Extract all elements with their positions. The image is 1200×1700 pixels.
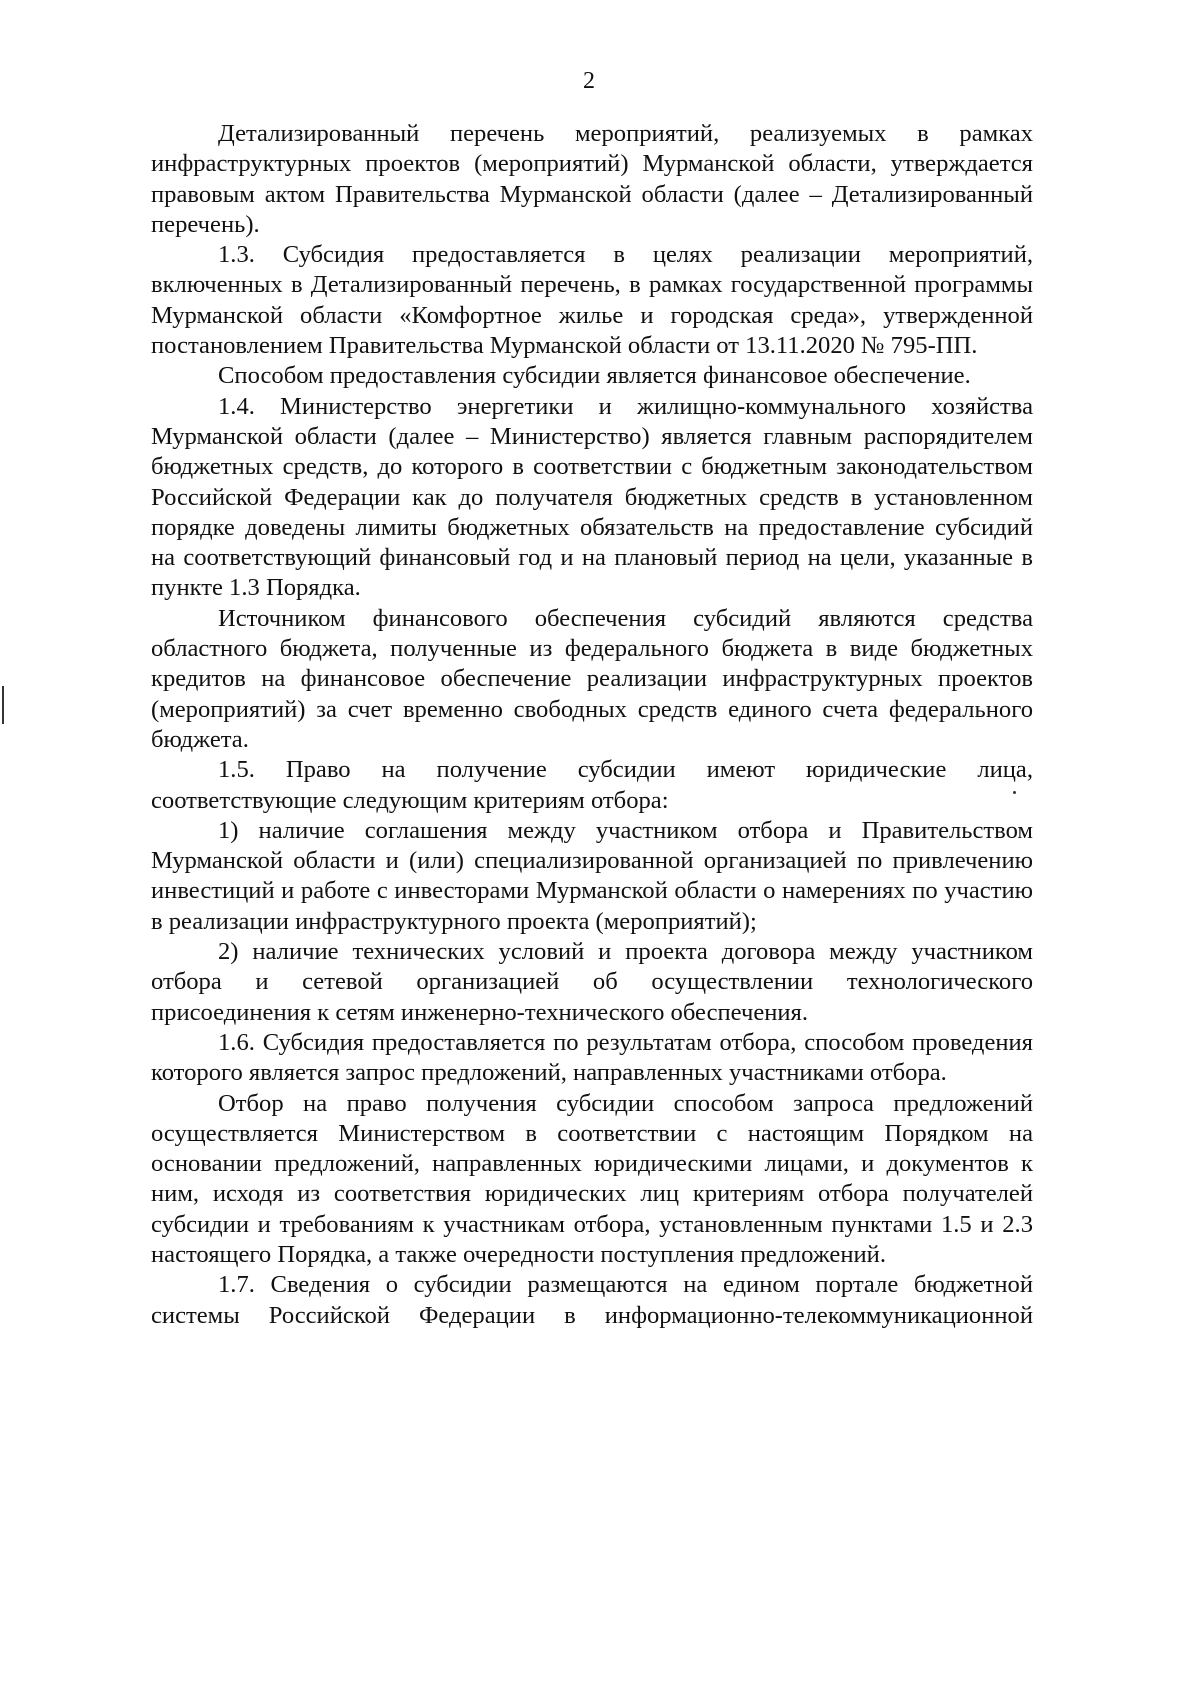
- paragraph-1-4: 1.4. Министерство энергетики и жилищно-коммунального хозяйства Мурманской области (далее – Министерство) является главным распорядителем бюджетных средств, до которого в соответствии с бюджетным законодательством Российской Федерации как до получателя бюджетных средств в установленном порядке доведены лимиты бюджетных обязательств на предоставление субсидий на соответствующий финансовый год и на плановый период на цели, указанные в пункте 1.3 Порядка.: [151, 392, 1033, 602]
- paragraph-funding-source: Источником финансового обеспечения субсидий являются средства областного бюджета, полученные из федерального бюджета в виде бюджетных кредитов на финансовое обеспечение реализации инфраструктурных проектов (мероприятий) за счет временно свободных средств единого счета федерального бюджета.: [151, 604, 1033, 753]
- scan-speck: [1013, 791, 1016, 794]
- scan-margin-mark: [2, 686, 4, 724]
- page-number: 2: [583, 68, 595, 94]
- paragraph-criterion-2: 2) наличие технических условий и проекта договора между участником отбора и сетевой организацией об осуществлении технологического присоединения к сетям инженерно-технического обеспечения.: [151, 938, 1033, 1026]
- paragraph-detailed-list: Детализированный перечень мероприятий, реализуемых в рамках инфраструктурных проектов (мероприятий) Мурманской области, утверждается правовым актом Правительства Мурманской области (далее – Детализированный перечень).: [151, 120, 1033, 238]
- paragraph-1-3: 1.3. Субсидия предоставляется в целях реализации мероприятий, включенных в Детализированный перечень, в рамках государственной программы Мурманской области «Комфортное жилье и городская среда», утвержденной постановлением Правительства Мурманской области от 13.11.2020 № 795-ПП.: [151, 241, 1033, 360]
- paragraph-1-6: 1.6. Субсидия предоставляется по результатам отбора, способом проведения которого является запрос предложений, направленных участниками отбора.: [151, 1028, 1033, 1087]
- document-body: [151, 119, 1033, 1331]
- paragraph-criterion-1: 1) наличие соглашения между участником отбора и Правительством Мурманской области и (или) специализированной организацией по привлечению инвестиций и работе с инвесторами Мурманской области о намерениях по участию в реализации инфраструктурного проекта (мероприятий);: [151, 816, 1033, 935]
- paragraph-1-5: 1.5. Право на получение субсидии имеют юридические лица, соответствующие следующим критериям отбора:: [151, 756, 1033, 814]
- paragraph-1-7: 1.7. Сведения о субсидии размещаются на едином портале бюджетной системы Российской Федерации в информационно-телекоммуникационной: [151, 1271, 1033, 1329]
- paragraph-selection: Отбор на право получения субсидии способом запроса предложений осуществляется Министерством в соответствии с настоящим Порядком на основании предложений, направленных юридическими лицами, и документов к ним, исходя из соответствия юридических лиц критериям отбора получателей субсидии и требованиям к участникам отбора, установленным пунктами 1.5 и 2.3 настоящего Порядка, а также очередности поступления предложений.: [151, 1089, 1033, 1268]
- paragraph-provision-method: Способом предоставления субсидии является финансовое обеспечение.: [218, 362, 971, 390]
